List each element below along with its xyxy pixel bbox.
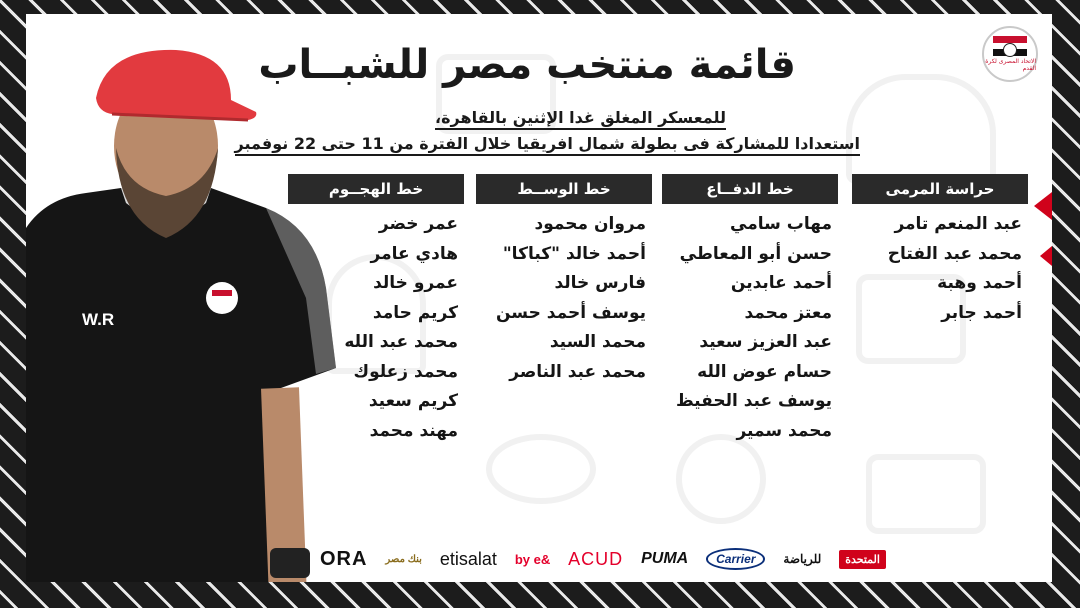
player-name: عمر خضر xyxy=(378,214,458,234)
player-name: يوسف أحمد حسن xyxy=(496,302,646,323)
player-name: فارس خالد xyxy=(554,273,646,293)
player-name: محمد السيد xyxy=(549,332,646,352)
coach-shirt-initials: W.R xyxy=(82,310,115,329)
player-name: معتز محمد xyxy=(744,302,832,323)
subtitle-line-2: استعدادا للمشاركة فى بطولة شمال افريقيا خلال الفترة من 11 حتى 22 نوفمبر xyxy=(235,134,860,156)
player-name: أحمد خالد "كباكا" xyxy=(502,243,646,264)
player-name: محمد سمير xyxy=(736,420,832,441)
sponsor-eand-logo: by e& xyxy=(514,551,551,567)
player-name: كريم سعيد xyxy=(368,391,458,411)
football-icon xyxy=(1003,43,1017,57)
player-name: محمد زعلوك xyxy=(353,361,458,382)
column-heading: خط الدفــاع xyxy=(662,174,838,204)
player-name: حسن أبو المعاطي xyxy=(679,243,832,264)
logo-text: الاتحاد المصرى لكرة القدم xyxy=(985,58,1036,72)
sponsor-puma-logo: PUMA xyxy=(641,550,689,567)
poster-panel xyxy=(26,14,1052,582)
watermark-shape xyxy=(486,434,596,504)
player-name: محمد عبد الفتاح xyxy=(887,243,1022,264)
player-name: مروان محمود xyxy=(534,214,646,234)
player-name: هادي عامر xyxy=(370,243,458,264)
sponsor-acud-logo: ACUD xyxy=(568,548,624,569)
sponsor-ora-logo: ORA xyxy=(320,547,368,570)
sponsor-banque-misr-logo: بنك مصر xyxy=(385,553,422,565)
defence-column xyxy=(662,174,838,446)
player-name: كريم حامد xyxy=(372,302,458,323)
goalkeepers-column xyxy=(852,174,1028,328)
player-name: حسام عوض الله xyxy=(697,361,832,382)
watermark-shape xyxy=(676,434,766,524)
sponsor-united-media-logo: المتحدة xyxy=(839,550,886,569)
watermark-shape xyxy=(866,454,986,534)
watermark-shape xyxy=(846,74,996,184)
player-name: عبد العزيز سعيد xyxy=(699,332,832,352)
player-name: محمد عبد الناصر xyxy=(509,361,646,382)
sponsor-carrier-logo: Carrier xyxy=(706,548,765,570)
sponsors-strip xyxy=(320,544,886,574)
red-accent xyxy=(1034,192,1052,220)
player-name: عبد المنعم تامر xyxy=(894,214,1022,234)
player-name: مهند محمد xyxy=(369,420,458,441)
midfield-column xyxy=(476,174,652,387)
sponsor-etisalat-logo: etisalat xyxy=(439,548,497,569)
player-name: أحمد جابر xyxy=(941,302,1022,323)
column-heading: حراسة المرمى xyxy=(852,174,1028,204)
player-name: عمرو خالد xyxy=(373,273,458,293)
player-name: أحمد وهبة xyxy=(937,273,1022,293)
player-name: محمد عبد الله xyxy=(344,332,458,352)
federation-logo xyxy=(982,26,1038,82)
page-title: قائمة منتخب مصر للشبــاب xyxy=(258,42,796,88)
column-heading: خط الوســط xyxy=(476,174,652,204)
player-name: مهاب سامي xyxy=(730,214,832,234)
player-name: يوسف عبد الحفيظ xyxy=(675,391,832,411)
sponsor-riyada-logo: للرياضة xyxy=(783,552,822,566)
red-accent xyxy=(1040,246,1052,266)
column-heading: خط الهجــوم xyxy=(288,174,464,204)
subtitle-line-1: للمعسكر المغلق غدا الإثنين بالقاهرة، xyxy=(435,108,726,130)
player-name: أحمد عابدين xyxy=(730,273,832,293)
attack-column xyxy=(288,174,464,446)
